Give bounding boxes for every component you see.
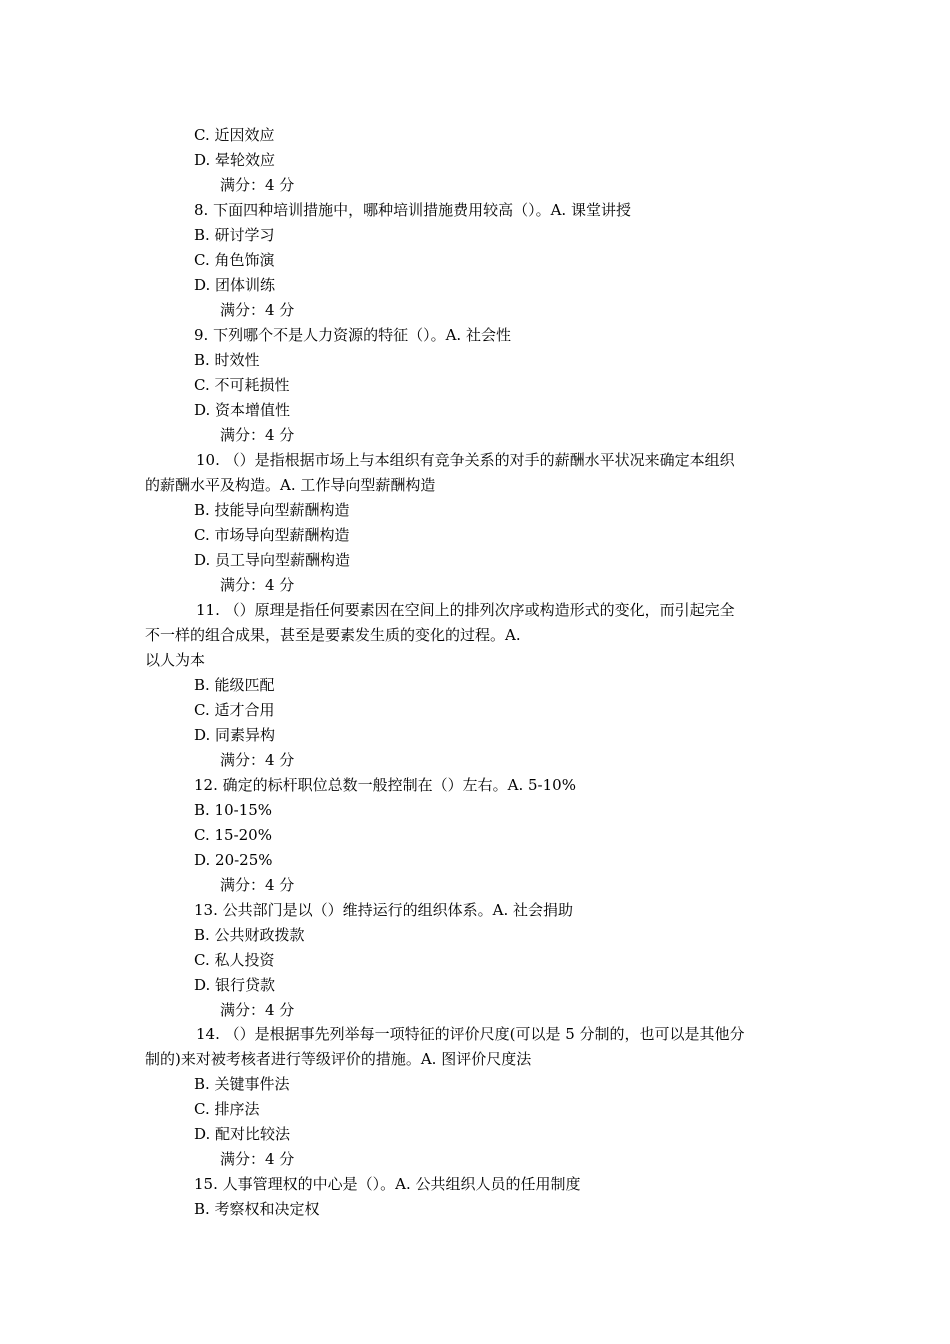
q7-score: 满分：4 分 (220, 176, 295, 194)
q11-option-c: C. 适才合用 (194, 701, 275, 719)
q14-option-c: C. 排序法 (194, 1100, 260, 1118)
q8-option-d: D. 团体训练 (194, 276, 276, 294)
q12-option-c: C. 15-20% (194, 826, 272, 844)
q9-option-b: B. 时效性 (194, 351, 260, 369)
q11-score: 满分：4 分 (220, 751, 295, 769)
q13-option-d: D. 银行贷款 (194, 976, 276, 994)
q12-option-d: D. 20-25% (194, 851, 273, 869)
q11-option-b: B. 能级匹配 (194, 676, 275, 694)
q15-question: 15. 人事管理权的中心是（）。A. 公共组织人员的任用制度 (194, 1175, 581, 1193)
q9-score: 满分：4 分 (220, 426, 295, 444)
q7-option-c: C. 近因效应 (194, 126, 275, 144)
q8-question: 8. 下面四种培训措施中，哪种培训措施费用较高（）。A. 课堂讲授 (194, 201, 631, 219)
q8-score: 满分：4 分 (220, 301, 295, 319)
q14-question: 14. （）是根据事先列举每一项特征的评价尺度(可以是 5 分制的，也可以是其他分 (196, 1025, 745, 1043)
q12-score: 满分：4 分 (220, 876, 295, 894)
q9-option-d: D. 资本增值性 (194, 401, 291, 419)
q14-question-cont: 制的)来对被考核者进行等级评价的措施。A. 图评价尺度法 (145, 1050, 532, 1068)
q10-option-b: B. 技能导向型薪酬构造 (194, 501, 350, 519)
q10-question: 10. （）是指根据市场上与本组织有竞争关系的对手的薪酬水平状况来确定本组织 (196, 451, 735, 469)
q9-option-c: C. 不可耗损性 (194, 376, 290, 394)
q11-option-d: D. 同素异构 (194, 726, 276, 744)
q8-option-c: C. 角色饰演 (194, 251, 275, 269)
q10-question-cont: 的薪酬水平及构造。A. 工作导向型薪酬构造 (145, 476, 436, 494)
q14-option-d: D. 配对比较法 (194, 1125, 291, 1143)
q14-score: 满分：4 分 (220, 1150, 295, 1168)
q13-option-c: C. 私人投资 (194, 951, 275, 969)
q14-option-b: B. 关键事件法 (194, 1075, 290, 1093)
q12-option-b: B. 10-15% (194, 801, 273, 819)
q13-score: 满分：4 分 (220, 1001, 295, 1019)
q12-question: 12. 确定的标杆职位总数一般控制在（）左右。A. 5-10% (194, 776, 576, 794)
q10-option-d: D. 员工导向型薪酬构造 (194, 551, 351, 569)
q9-question: 9. 下列哪个不是人力资源的特征（）。A. 社会性 (194, 326, 511, 344)
q8-option-b: B. 研讨学习 (194, 226, 275, 244)
q10-score: 满分：4 分 (220, 576, 295, 594)
q11-option-a: 以人为本 (145, 651, 206, 669)
q11-question-cont: 不一样的组合成果，甚至是要素发生质的变化的过程。A. (145, 626, 521, 644)
q10-option-c: C. 市场导向型薪酬构造 (194, 526, 350, 544)
q7-option-d: D. 晕轮效应 (194, 151, 276, 169)
q13-question: 13. 公共部门是以（）维持运行的组织体系。A. 社会捐助 (194, 901, 573, 919)
q15-option-b: B. 考察权和决定权 (194, 1200, 320, 1218)
q13-option-b: B. 公共财政拨款 (194, 926, 305, 944)
q11-question: 11. （）原理是指任何要素因在空间上的排列次序或构造形式的变化，而引起完全 (196, 601, 735, 619)
